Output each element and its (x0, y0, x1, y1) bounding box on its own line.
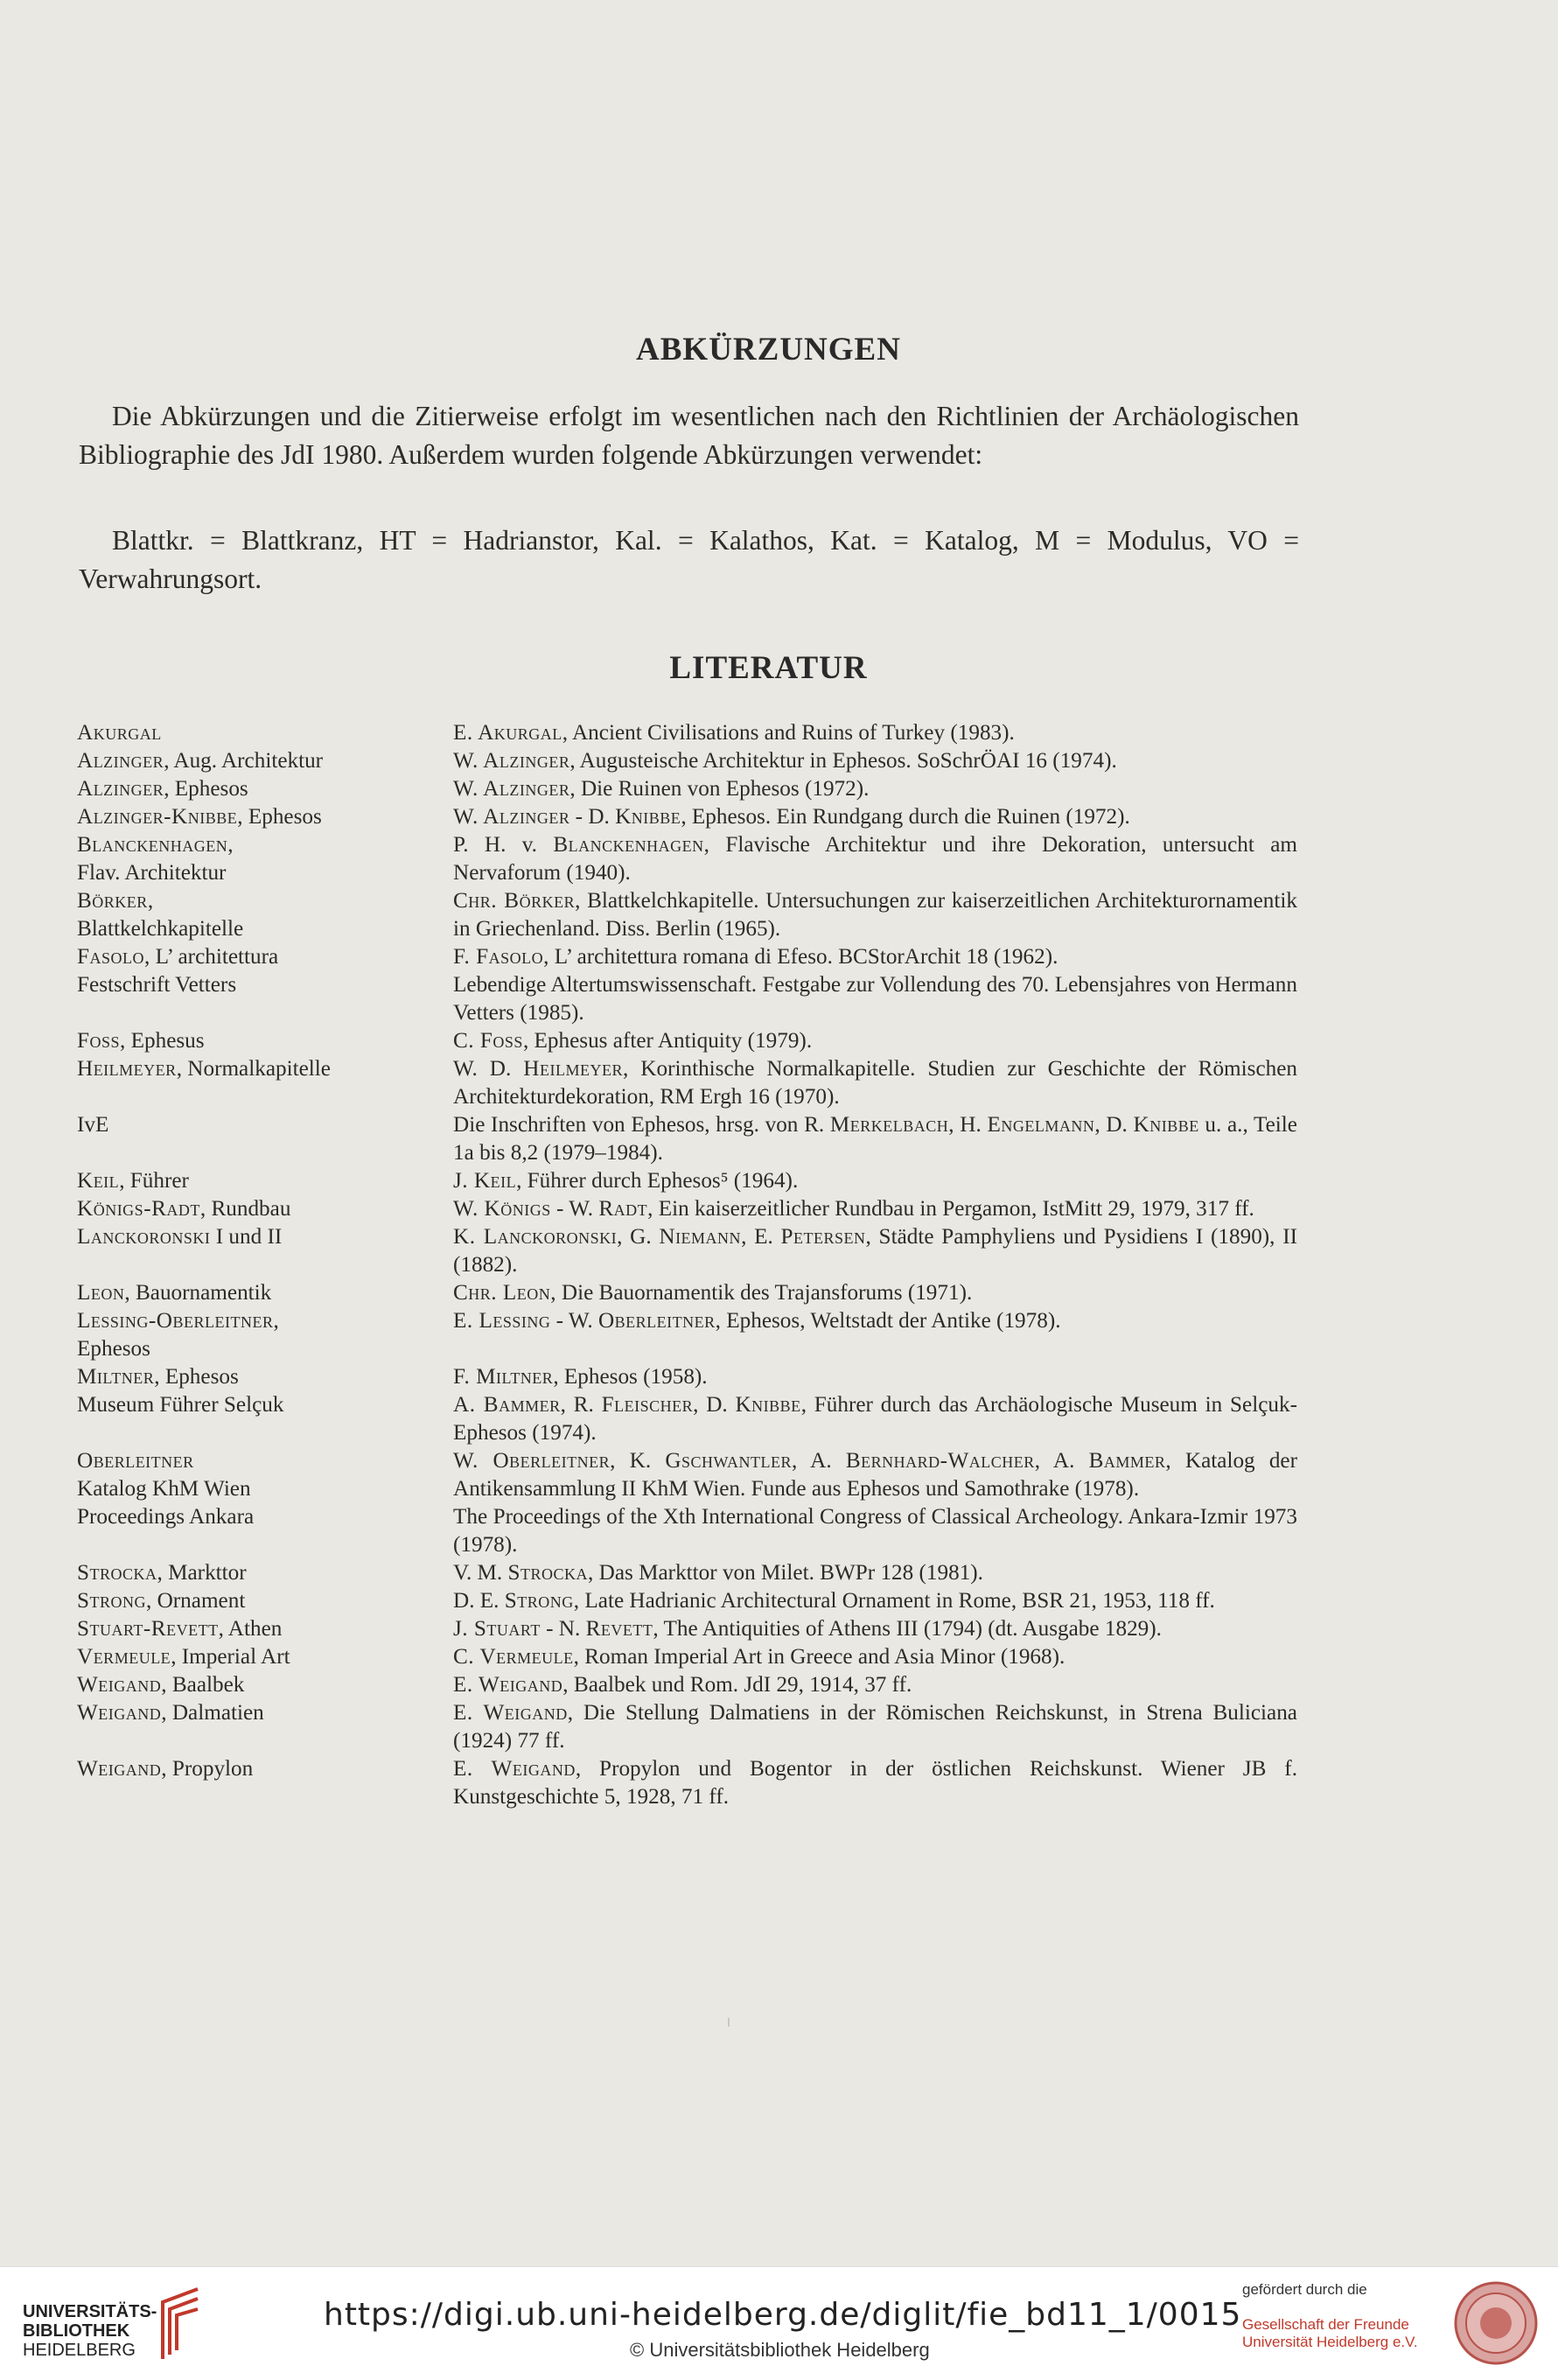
intro-paragraph-1: Die Abkürzungen und die Zitierweise erfolgt im wesentlichen nach den Richtlinien der Archäologischen Bibliographie des JdI 1980. Außerdem wurden folgende Abkürzungen verwendet: (79, 401, 1299, 470)
citation-text: , H. (948, 1113, 988, 1137)
entry-full-citation (453, 887, 1297, 943)
literature-entry (77, 1055, 1302, 1111)
citation-text: , Ephesus after Antiquity (1979). (522, 1029, 813, 1053)
citation-author: E. Weigand (453, 1673, 563, 1697)
literature-entry (77, 1755, 1302, 1811)
entry-full-citation (453, 1195, 1297, 1223)
entry-abbreviation (77, 1671, 453, 1699)
entry-author: Heilmeyer (77, 1057, 177, 1081)
entry-full-citation (453, 1559, 1297, 1587)
literature-entry (77, 1447, 1302, 1503)
entry-full-citation (453, 775, 1297, 803)
entry-short-title: Blattkelchkapitelle (77, 917, 244, 941)
citation-text: , A. (792, 1449, 846, 1473)
entry-short-title: I und II (210, 1225, 283, 1249)
citation-text: Lebendige Altertumswissenschaft. Festgabe zur Vollendung des 70. Lebensjahres von Hermann Vetters (1985). (453, 973, 1297, 1025)
entry-abbreviation (77, 1447, 453, 1503)
entry-short-title: Ephesos (77, 1337, 150, 1361)
entry-short-title: Festschrift Vetters (77, 973, 237, 997)
entry-author: Lessing-Oberleitner (77, 1309, 274, 1333)
entry-full-citation (453, 1055, 1297, 1111)
entry-author: Leon (77, 1281, 125, 1305)
entry-abbreviation (77, 943, 453, 971)
literature-entry (77, 1223, 1302, 1279)
citation-author: Knibbe (615, 805, 681, 829)
citation-author: F. Fasolo (453, 945, 544, 969)
citation-text: , Flavische Architektur und ihre Dekoration, untersucht am Nervaforum (1940). (453, 833, 1297, 885)
library-name-line-3: HEIDELBERG (23, 2341, 136, 2360)
entry-author: Foss (77, 1029, 121, 1053)
citation-text: , Augusteische Architektur in Ephesos. SoSchrÖAI 16 (1974). (569, 749, 1117, 773)
literature-entry (77, 1699, 1302, 1755)
citation-author: E. Akurgal (453, 721, 562, 745)
entry-full-citation (453, 1111, 1297, 1167)
entry-abbreviation (77, 719, 453, 747)
citation-author: Radt (598, 1197, 648, 1221)
citation-author: W. Alzinger (453, 749, 570, 773)
entry-short-title: , Dalmatien (161, 1701, 264, 1725)
entry-short-title: , Imperial Art (171, 1645, 290, 1669)
literature-entry (77, 1671, 1302, 1699)
entry-full-citation (453, 1279, 1297, 1307)
entry-abbreviation (77, 1111, 453, 1167)
citation-author: W. Alzinger (453, 777, 570, 801)
citation-author: Blanckenhagen (553, 833, 704, 857)
society-name-line-2: Universität Heidelberg e.V. (1242, 2334, 1418, 2350)
literature-entry (77, 887, 1302, 943)
entry-short-title: , L’ architettura (144, 945, 279, 969)
intro-paragraph-2: Blattkr. = Blattkranz, HT = Hadrianstor, Kal. = Kalathos, Kat. = Katalog, M = Modulus, VO = Verwahrungsort. (79, 525, 1299, 594)
literature-entry (77, 1279, 1302, 1307)
citation-text: - W. (550, 1309, 598, 1333)
entry-short-title: , Propylon (161, 1757, 254, 1781)
citation-text: , R. (560, 1393, 602, 1417)
citation-author: Bernhard-Walcher (845, 1449, 1035, 1473)
citation-author: Oberleitner (597, 1309, 716, 1333)
entry-abbreviation (77, 1643, 453, 1671)
citation-text: , Die Bauornamentik des Trajansforums (1971). (550, 1281, 973, 1305)
literature-entry (77, 1587, 1302, 1615)
entry-author: Weigand (77, 1701, 162, 1725)
citation-author: C. Foss (453, 1029, 523, 1053)
literature-entry (77, 719, 1302, 747)
entry-abbreviation (77, 803, 453, 831)
entry-author: Weigand (77, 1757, 162, 1781)
entry-abbreviation (77, 1279, 453, 1307)
entry-author: Akurgal (77, 721, 162, 745)
citation-author: Bammer (1088, 1449, 1166, 1473)
entry-abbreviation (77, 1587, 453, 1615)
citation-text: , Führer durch Ephesos⁵ (1964). (516, 1169, 799, 1193)
entry-author: Alzinger (77, 777, 164, 801)
entry-full-citation (453, 747, 1297, 775)
citation-text: , A. (1034, 1449, 1089, 1473)
citation-text: D. E. (453, 1589, 505, 1613)
citation-text: u. a., Teile 1a bis 8,2 (1979–1984). (453, 1113, 1297, 1165)
entry-full-citation (453, 1447, 1297, 1503)
entry-full-citation (453, 831, 1297, 887)
entry-abbreviation (77, 1027, 453, 1055)
citation-author: Fleischer (601, 1393, 694, 1417)
entry-short-title: , (227, 833, 234, 857)
citation-author: E. Lessing (453, 1309, 551, 1333)
entry-author: Blanckenhagen (77, 833, 228, 857)
entry-short-title: , Markttor (157, 1561, 247, 1585)
permalink-url[interactable]: https://digi.ub.uni-heidelberg.de/diglit/fie_bd11_1/0015 (324, 2297, 1242, 2333)
entry-short-title: , Ephesos (154, 1365, 239, 1389)
citation-text: , Die Stellung Dalmatiens in der Römischen Reichskunst, in Strena Buliciana (1924) 77 ff. (453, 1701, 1297, 1753)
entry-abbreviation (77, 747, 453, 775)
literature-entry (77, 1167, 1302, 1195)
citation-text: , Ancient Civilisations and Ruins of Turkey (1983). (562, 721, 1015, 745)
citation-author: Strong (504, 1589, 574, 1613)
citation-text: , Propylon und Bogentor in der östlichen Reichskunst. Wiener JB f. Kunstgeschichte 5, 1928, 71 ff. (453, 1757, 1297, 1809)
library-logo-icon (154, 2285, 206, 2363)
entry-abbreviation (77, 1699, 453, 1755)
entry-short-title: , Athen (218, 1617, 283, 1641)
citation-author: J. Keil (453, 1169, 517, 1193)
citation-text: , Late Hadrianic Architectural Ornament in Rome, BSR 21, 1953, 118 ff. (573, 1589, 1215, 1613)
entry-abbreviation (77, 1391, 453, 1447)
entry-author: Vermeule (77, 1645, 171, 1669)
citation-author: Engelmann (987, 1113, 1095, 1137)
literature-list (77, 719, 1302, 1811)
funded-by-text: gefördert durch die (1242, 2281, 1367, 2298)
heading-literatur: LITERATUR (669, 650, 868, 686)
entry-author: Fasolo (77, 945, 145, 969)
entry-short-title: , Ephesus (120, 1029, 205, 1053)
literature-entry (77, 1643, 1302, 1671)
entry-author: Weigand (77, 1673, 162, 1697)
entry-full-citation (453, 1307, 1297, 1363)
entry-author: Keil (77, 1169, 120, 1193)
citation-text: , Katalog der Antikensammlung II KhM Wien. Funde aus Ephesos und Samothrake (1978). (453, 1449, 1297, 1501)
literature-entry (77, 1559, 1302, 1587)
university-seal-icon (1452, 2279, 1540, 2367)
entry-author: Alzinger-Knibbe (77, 805, 238, 829)
citation-author: Merkelbach (829, 1113, 949, 1137)
citation-author: Heilmeyer (523, 1057, 623, 1081)
citation-text: , Führer durch das Archäologische Museum in Selçuk-Ephesos (1974). (453, 1393, 1297, 1445)
entry-short-title: , Normalkapitelle (176, 1057, 331, 1081)
entry-abbreviation (77, 1503, 453, 1559)
citation-text: W. D. (453, 1057, 524, 1081)
citation-text: , Die Ruinen von Ephesos (1972). (569, 777, 870, 801)
entry-full-citation (453, 943, 1297, 971)
entry-author: Strocka (77, 1561, 157, 1585)
citation-author: Knibbe (735, 1393, 801, 1417)
citation-author: Niemann (659, 1225, 742, 1249)
citation-text: - N. (540, 1617, 586, 1641)
citation-text: , The Antiquities of Athens III (1794) (dt. Ausgabe 1829). (653, 1617, 1162, 1641)
citation-author: E. Weigand (453, 1757, 576, 1781)
entry-author: Börker (77, 889, 148, 913)
literature-entry (77, 803, 1302, 831)
citation-text: , Korinthische Normalkapitelle. Studien zur Geschichte der Römischen Architekturdekoration, RM Ergh 16 (1970). (453, 1057, 1297, 1109)
entry-full-citation (453, 1167, 1297, 1195)
entry-abbreviation (77, 1195, 453, 1223)
citation-text: , L’ architettura romana di Efeso. BCStorArchit 18 (1962). (543, 945, 1058, 969)
citation-text: , D. (693, 1393, 736, 1417)
literature-entry (77, 775, 1302, 803)
citation-author: Chr. Leon (453, 1281, 551, 1305)
entry-short-title: , Baalbek (161, 1673, 245, 1697)
citation-text: , D. (1094, 1113, 1134, 1137)
entry-short-title: , Aug. Architektur (164, 749, 324, 773)
citation-author: Chr. Börker (453, 889, 576, 913)
citation-author: Knibbe (1133, 1113, 1199, 1137)
literature-entry (77, 1307, 1302, 1363)
copyright-text: © Universitätsbibliothek Heidelberg (630, 2339, 930, 2361)
citation-text: - W. (550, 1197, 599, 1221)
entry-short-title: Proceedings Ankara (77, 1505, 255, 1529)
literature-entry (77, 1503, 1302, 1559)
entry-short-title: Flav. Architektur (77, 861, 227, 885)
entry-short-title: , (147, 889, 154, 913)
entry-abbreviation (77, 1559, 453, 1587)
citation-text: The Proceedings of the Xth International Congress of Classical Archeology. Ankara-Izmir 1973 (1978). (453, 1505, 1297, 1557)
entry-author: Stuart-Revett (77, 1617, 219, 1641)
citation-text: , Das Markttor von Milet. BWPr 128 (1981). (588, 1561, 983, 1585)
literature-entry (77, 971, 1302, 1027)
society-name-line-1: Gesellschaft der Freunde (1242, 2316, 1409, 2333)
entry-full-citation (453, 1755, 1297, 1811)
entry-full-citation (453, 1363, 1297, 1391)
citation-author: J. Stuart (453, 1617, 541, 1641)
funder-block (1242, 2281, 1418, 2351)
entry-full-citation (453, 1027, 1297, 1055)
entry-full-citation (453, 1671, 1297, 1699)
entry-full-citation (453, 1391, 1297, 1447)
entry-full-citation (453, 1615, 1297, 1643)
citation-author: F. Miltner (453, 1365, 554, 1389)
citation-author: Revett (585, 1617, 653, 1641)
citation-author: W. Oberleitner (453, 1449, 611, 1473)
literature-entry (77, 1027, 1302, 1055)
entry-full-citation (453, 1503, 1297, 1559)
digitization-footer (0, 2266, 1558, 2380)
citation-author: K. Lanckoronski (453, 1225, 618, 1249)
entry-abbreviation (77, 1055, 453, 1111)
citation-text: , Baalbek und Rom. JdI 29, 1914, 37 ff. (562, 1673, 912, 1697)
literature-entry (77, 1195, 1302, 1223)
entry-short-title: , Bauornamentik (124, 1281, 272, 1305)
entry-short-title: Katalog KhM Wien (77, 1477, 251, 1501)
citation-text: P. H. v. (453, 833, 554, 857)
citation-text: V. M. (453, 1561, 508, 1585)
citation-text: , Ephesos. Ein Rundgang durch die Ruinen (1972). (681, 805, 1130, 829)
entry-full-citation (453, 1223, 1297, 1279)
citation-author: W. Alzinger (453, 805, 570, 829)
literature-entry (77, 1111, 1302, 1167)
citation-author: Petersen (780, 1225, 866, 1249)
citation-text: - D. (569, 805, 616, 829)
citation-text: , Ein kaiserzeitlicher Rundbau in Pergamon, IstMitt 29, 1979, 317 ff. (647, 1197, 1254, 1221)
literature-entry (77, 1363, 1302, 1391)
entry-short-title: IvE (77, 1113, 109, 1137)
citation-text: , G. (617, 1225, 660, 1249)
entry-full-citation (453, 803, 1297, 831)
entry-abbreviation (77, 1755, 453, 1811)
entry-full-citation (453, 1699, 1297, 1755)
library-logo-text (23, 2302, 157, 2360)
citation-author: A. Bammer (453, 1393, 561, 1417)
entry-author: Königs-Radt (77, 1197, 200, 1221)
citation-author: E. Weigand (453, 1701, 568, 1725)
entry-abbreviation (77, 887, 453, 943)
entry-short-title: , Ephesos (164, 777, 248, 801)
citation-author: W. Königs (453, 1197, 551, 1221)
entry-full-citation (453, 1587, 1297, 1615)
literature-entry (77, 1615, 1302, 1643)
entry-short-title: Museum Führer Selçuk (77, 1393, 284, 1417)
citation-text: , K. (610, 1449, 666, 1473)
entry-short-title: , Führer (119, 1169, 189, 1193)
entry-short-title: , (273, 1309, 279, 1333)
pencil-mark (728, 2018, 730, 2026)
entry-abbreviation (77, 1363, 453, 1391)
entry-author: Lanckoronski (77, 1225, 211, 1249)
entry-author: Miltner (77, 1365, 155, 1389)
literature-entry (77, 747, 1302, 775)
entry-abbreviation (77, 1307, 453, 1363)
entry-abbreviation (77, 1223, 453, 1279)
library-name-line-1: UNIVERSITÄTS- (23, 2302, 157, 2321)
entry-abbreviation (77, 971, 453, 1027)
literature-entry (77, 831, 1302, 887)
citation-text: , Städte Pamphyliens und Pysidiens I (1890), II (1882). (453, 1225, 1297, 1277)
library-name-line-2: BIBLIOTHEK (23, 2321, 130, 2341)
entry-author: Alzinger (77, 749, 164, 773)
entry-short-title: , Rundbau (199, 1197, 291, 1221)
entry-short-title: , Ephesos (237, 805, 322, 829)
citation-author: Strocka (507, 1561, 589, 1585)
entry-abbreviation (77, 775, 453, 803)
citation-text: , Roman Imperial Art in Greece and Asia Minor (1968). (573, 1645, 1065, 1669)
entry-abbreviation (77, 1615, 453, 1643)
citation-author: Gschwantler (665, 1449, 793, 1473)
citation-text: , Blattkelchkapitelle. Untersuchungen zur kaiserzeitlichen Architekturornamentik in Griechenland. Diss. Berlin (1965). (453, 889, 1297, 941)
heading-abkuerzungen: ABKÜRZUNGEN (636, 332, 901, 368)
entry-short-title: , Ornament (146, 1589, 246, 1613)
entry-abbreviation (77, 831, 453, 887)
citation-text: Die Inschriften von Ephesos, hrsg. von R. (453, 1113, 830, 1137)
citation-author: C. Vermeule (453, 1645, 574, 1669)
entry-author: Oberleitner (77, 1449, 194, 1473)
literature-entry (77, 943, 1302, 971)
entry-full-citation (453, 971, 1297, 1027)
citation-text: , Ephesos (1958). (553, 1365, 708, 1389)
citation-text: , E. (741, 1225, 781, 1249)
entry-full-citation (453, 1643, 1297, 1671)
citation-text: , Ephesos, Weltstadt der Antike (1978). (715, 1309, 1061, 1333)
entry-abbreviation (77, 1167, 453, 1195)
literature-entry (77, 1391, 1302, 1447)
entry-full-citation (453, 719, 1297, 747)
entry-author: Strong (77, 1589, 147, 1613)
